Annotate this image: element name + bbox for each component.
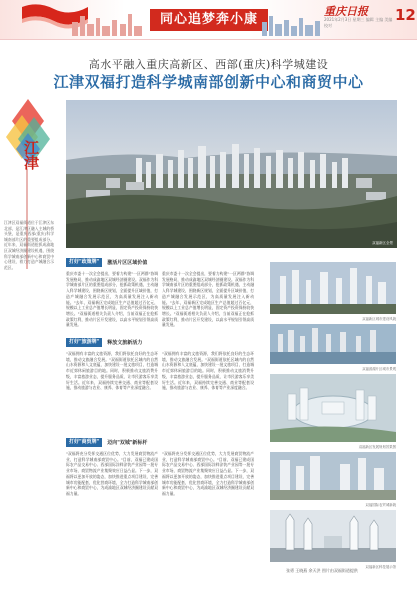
thumb-market-view xyxy=(270,452,396,500)
thumb-caption-1: 双福新区城市建设风貌 xyxy=(362,317,396,321)
thumb-exhibition-hall xyxy=(270,510,396,562)
section-2-tag: 打好"旅游牌" xyxy=(66,338,102,347)
headline-kicker: 高水平融入重庆高新区、西部(重庆)科学城建设 xyxy=(88,58,329,71)
section-2-text-col-2: "双福拥有丰富的文旅资源，我们将依托良好的生态环境，推动文旅融合发展。"双福街道依托区域内的自然山水资源和人文底蕴，加快建设一批文旅项目，打造城市近郊休闲旅游目的地。同时，积极推动文旅消费升级，丰富旅游业态，提升服务品质，让市民游客乐享美好生活。近年来，双福持续完善交通、商业等配套设施，推动旅游与农业、康养、体育等产业深度融合。 xyxy=(162,351,254,391)
section-1-text-col-2: 重庆市委十一次全会提出，要着力构建"一区两群"协调发展格局，推动成渝地区双城经济圈建设。双福作为科学城南部片区的重要组成部分，抢抓政策机遇，主动融入科学城建设，围绕新区规划，全面提升区域价值，打造产城融合发展示范区，为高质量发展注入新动能。"去年，双福新区完成地区生产总值超过百亿元，规模以上工业总产值增长明显，固定资产投资保持较快增长。"双福街道相关负责人介绍，当前双福正在抢抓政策红利，推动片区开发建设，以高水平规划引领高质量发展。 xyxy=(162,271,254,328)
headline-title: 江津双福打造科学城南部创新中心和商贸中心 xyxy=(53,73,364,91)
section-3-subtitle: 迈向"双城"新标杆 xyxy=(107,440,148,446)
thumb-caption-4: 双福国际农贸城新貌 xyxy=(365,503,396,507)
thumb-lake-view xyxy=(270,324,396,364)
sidebar-text: 江津区双福街道位于江津区东北部，是江津区融入主城的桥头堡，是重庆西部(重庆)科学城南部片区的重要组成部分。近年来，双福街道抢抓成渝地区双城经济圈建设机遇，围绕科学城南部创新中心和商贸中心建设，着力打造产城融合示范区。 xyxy=(4,220,54,270)
section-1-text-col-1: 重庆市委十一次全会提出，要着力构建"一区两群"协调发展格局，推动成渝地区双城经济圈建设。双福作为科学城南部片区的重要组成部分，抢抓政策机遇，主动融入科学城建设，围绕新区规划，全面提升区域价值，打造产城融合发展示范区，为高质量发展注入新动能。"去年，双福新区完成地区生产总值超过百亿元，规模以上工业总产值增长明显，固定资产投资保持较快增长。"双福街道相关负责人介绍，当前双福正在抢抓政策红利，推动片区开发建设，以高水平规划引领高质量发展。 xyxy=(66,271,158,328)
section-3-text-col-2: "双福将充分发挥交通区位优势，大力发展商贸物流产业，打造科学城南部商贸中心。"目前，双福已建成国际农产品交易中心、西部国际涂料涂装产业园等一批专业市场，商贸物流产业集聚效应日益凸显。下一步，双福将以更加开放的姿态，加快推进重点项目建设，完善城市功能配套，优化营商环境，全力打造科学城南部创新中心和商贸中心，为成渝地区双城经济圈建设贡献双福力量。 xyxy=(162,451,254,496)
section-3-heading xyxy=(66,438,147,447)
section-1-heading xyxy=(66,258,147,267)
city-aerial-illustration xyxy=(66,100,397,248)
section-2-heading xyxy=(66,338,142,347)
thumb-planning-render xyxy=(270,374,396,442)
thumb-caption-2: 双福滨湖片区城市景观 xyxy=(362,367,396,371)
thumb-city-view xyxy=(270,262,396,314)
section-2-text-col-1: "双福拥有丰富的文旅资源，我们将依托良好的生态环境，推动文旅融合发展。"双福街道依托区域内的自然山水资源和人文底蕴，加快建设一批文旅项目，打造城市近郊休闲旅游目的地。同时，积极推动文旅消费升级，丰富旅游业态，提升服务品质，让市民游客乐享美好生活。近年来，双福持续完善交通、商业等配套设施，推动旅游与农业、康养、体育等产业深度融合。 xyxy=(66,351,158,391)
section-3-text-col-1: "双福将充分发挥交通区位优势，大力发展商贸物流产业，打造科学城南部商贸中心。"目前，双福已建成国际农产品交易中心、西部国际涂料涂装产业园等一批专业市场，商贸物流产业集聚效应日益凸显。下一步，双福将以更加开放的姿态，加快推进重点项目建设，完善城市功能配套，优化营商环境，全力打造科学城南部创新中心和商贸中心，为成渝地区双城经济圈建设贡献双福力量。 xyxy=(66,451,158,496)
main-aerial-photo xyxy=(66,100,397,248)
section-1-tag: 打好"政策牌" xyxy=(66,258,102,267)
page-number: 12 xyxy=(395,6,416,24)
section-1-subtitle: 激活片区区域价值 xyxy=(107,260,148,266)
section-3-tag: 打好"商贸牌" xyxy=(66,438,102,447)
date-line: 2021年2月3日 星期三 编辑 主编 美编 校对 xyxy=(324,17,393,28)
byline: 张勇 王晓燕 余天洪 图片由双福街道提供 xyxy=(286,568,358,573)
skyline-right-icon xyxy=(260,14,330,36)
paper-name: 重庆日报 xyxy=(324,5,368,18)
thumb-caption-5: 双福新区科技展示馆 xyxy=(365,565,396,569)
masthead xyxy=(0,0,417,40)
section-2-subtitle: 释放文旅新活力 xyxy=(107,340,143,346)
thumb-caption-3: 双福新区发展规划效果图 xyxy=(358,445,396,449)
skyline-left-icon xyxy=(70,12,150,36)
photo-caption: 双福新区全景 xyxy=(372,241,393,245)
banner-title: 同心追梦奔小康 xyxy=(150,9,268,31)
sidebar-title: 江津 xyxy=(22,140,40,170)
